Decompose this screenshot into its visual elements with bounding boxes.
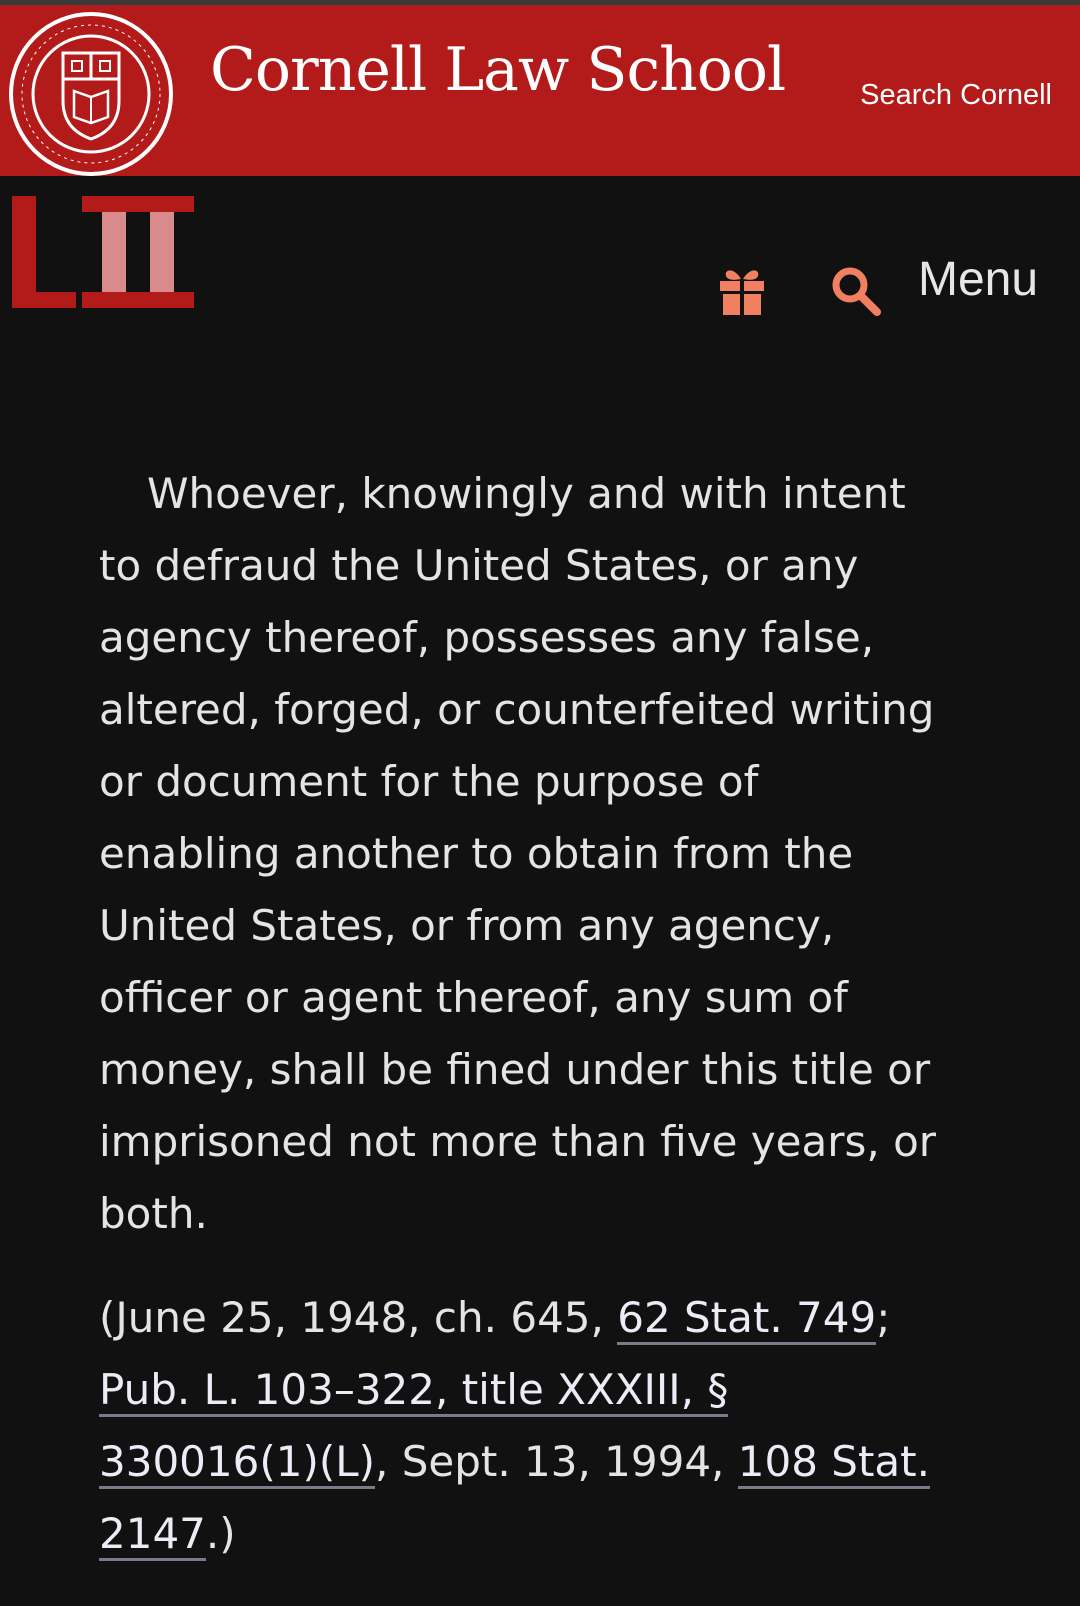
stat-108-2147-link[interactable]: 108 Stat. 2147 bbox=[99, 1437, 930, 1561]
header-tools bbox=[716, 210, 1066, 360]
menu-button[interactable]: Menu bbox=[918, 253, 1039, 306]
search-cornell-link[interactable]: Search Cornell bbox=[860, 79, 1052, 111]
gift-icon[interactable] bbox=[716, 265, 768, 317]
credits-sep-1: ; bbox=[876, 1293, 891, 1342]
statute-paragraph: Whoever, knowingly and with intent to defraud the United States, or any agency thereof, possesses any false, altered, forged, or counterfeited writing or document for the purpose of enabling another to obtain from the United States, or from any agency, officer or agent thereof, any sum of money, shall be fined under this title or imprisoned not more than five years, or both. bbox=[99, 469, 937, 1238]
cornell-seal-logo[interactable] bbox=[8, 11, 174, 177]
credits-open: (June 25, 1948, ch. 645, bbox=[99, 1293, 618, 1342]
stat-62-749-link[interactable]: 62 Stat. 749 bbox=[617, 1293, 876, 1345]
statute-text bbox=[99, 458, 949, 1250]
cornell-banner bbox=[0, 5, 1080, 176]
search-icon[interactable] bbox=[830, 265, 882, 317]
credits-close: .) bbox=[205, 1509, 236, 1558]
lii-logo[interactable] bbox=[10, 196, 200, 316]
pub-law-103-322-link[interactable]: Pub. L. 103–322, title XXXIII, § 330016(1)(L) bbox=[99, 1365, 728, 1489]
source-credits bbox=[99, 1282, 949, 1570]
credits-sep-2: , Sept. 13, 1994, bbox=[375, 1437, 738, 1486]
school-name[interactable]: Cornell Law School bbox=[210, 35, 786, 105]
